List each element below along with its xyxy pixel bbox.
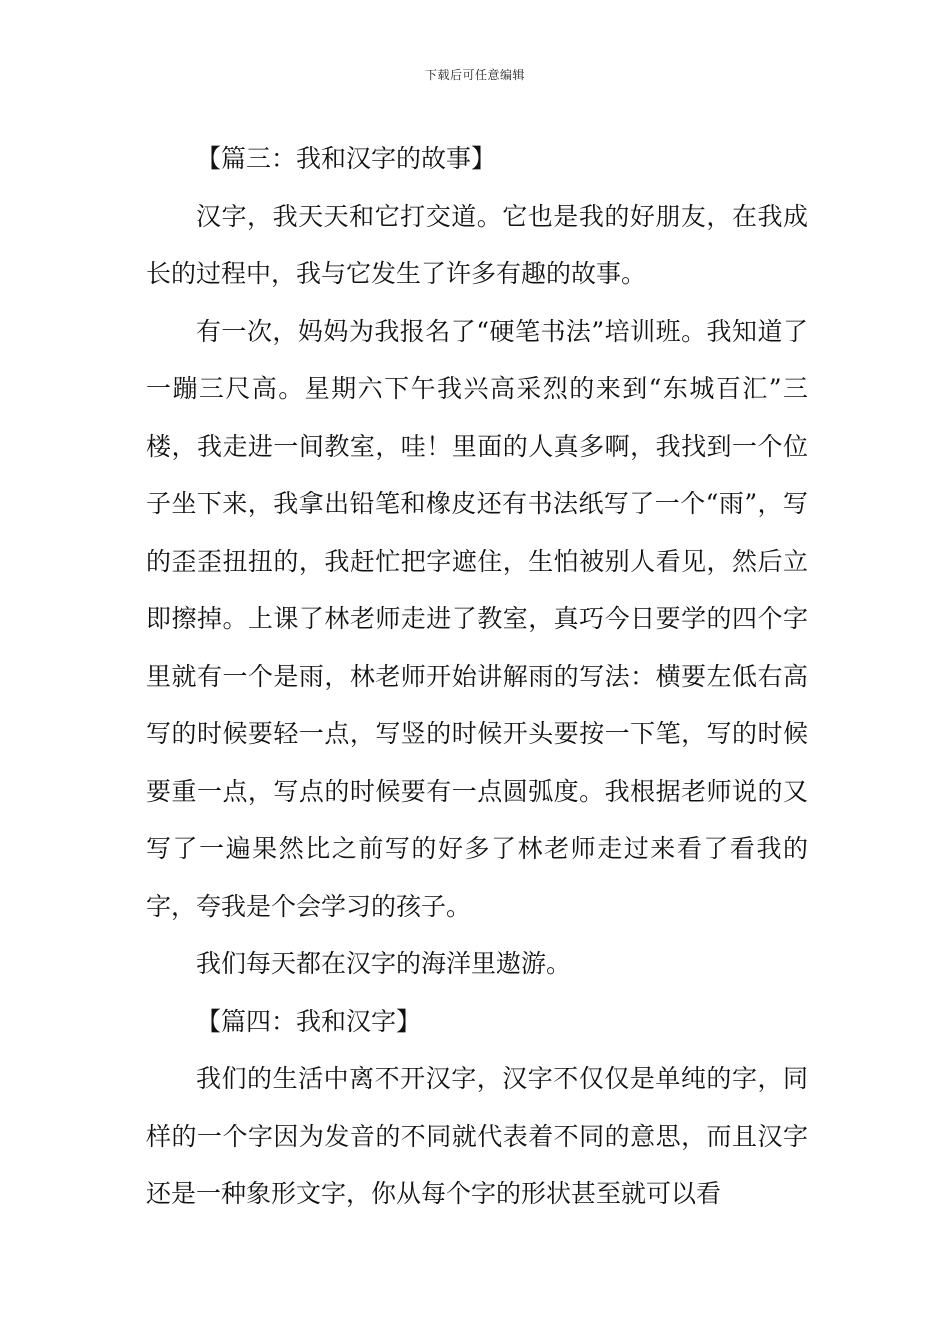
section-heading-4: 【篇四：我和汉字】 [196,1006,422,1036]
paragraph: 汉字，我天天和它打交道。它也是我的好朋友，在我成长的过程中，我与它发生了许多有趣的故事。 [146,201,808,288]
page-header: 下载后可任意编辑 [424,68,525,82]
paragraph: 我们每天都在汉字的海洋里遨游。 [196,949,572,978]
paragraph: 有一次，妈妈为我报名了“硬笔书法”培训班。我知道了一蹦三尺高。星期六下午我兴高采烈的来到“东城百汇”三楼，我走进一间教室，哇！里面的人真多啊，我找到一个位子坐下来，我拿出铅笔和橡皮还有书法纸写了一个“雨”，写的歪歪扭扭的，我赶忙把字遮住，生怕被别人看见，然后立即擦掉。上课了林老师走进了教室，真巧今日要学的四个字里就有一个是雨，林老师开始讲解雨的写法：横要左低右高写的时候要轻一点，写竖的时候开头要按一下笔，写的时候要重一点，写点的时候要有一点圆弧度。我根据老师说的又写了一遍果然比之前写的好多了林老师走过来看了看我的字，夸我是个会学习的孩子。 [146,316,808,921]
paragraph: 我们的生活中离不开汉字，汉字不仅仅是单纯的字，同样的一个字因为发音的不同就代表着不同的意思，而且汉字还是一种象形文字，你从每个字的形状甚至就可以看 [146,1064,808,1208]
section-heading-3: 【篇三：我和汉字的故事】 [196,144,497,173]
document-body [146,130,808,1223]
